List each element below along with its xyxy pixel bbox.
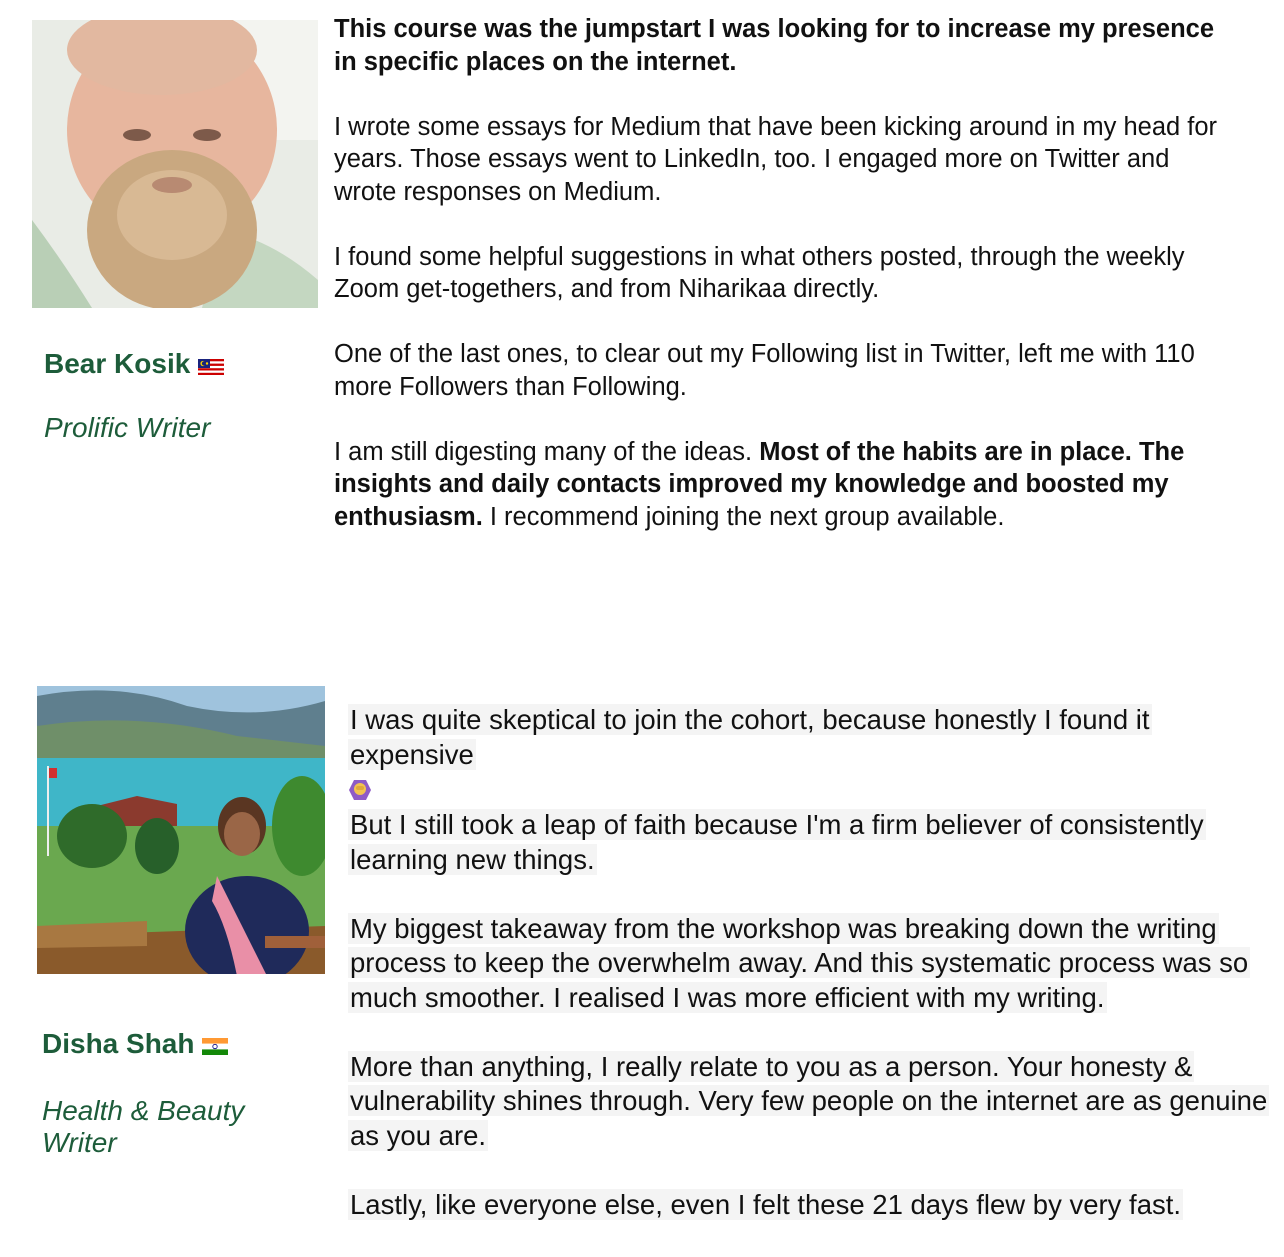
bear-kosik-photo: [32, 20, 318, 308]
testimonial-text: [348, 703, 1268, 1257]
testimonial-author-name: Bear Kosik: [44, 348, 224, 382]
woman-facepalming-emoji-icon: [348, 772, 1268, 808]
testimonial-paragraph: This course was the jumpstart I was looking for to increase my presence in specific places on the internet.: [334, 15, 1215, 76]
testimonial-paragraph: My biggest takeaway from the workshop was breaking down the writing process to keep the overwhelm away. And this systematic process was so much smoother. I realised I was more efficient with my writing.: [350, 912, 1249, 1013]
testimonial-author-role: Prolific Writer: [44, 412, 211, 443]
india-flag-icon: [202, 1030, 228, 1062]
malaysia-flag-icon: [198, 350, 224, 382]
testimonial-text: [334, 13, 1234, 566]
testimonial-paragraph: I was quite skeptical to join the cohort, because honestly I found it expensive: [350, 704, 1150, 770]
testimonial-paragraph: But I still took a leap of faith because I'm a firm believer of consistently learning new things.: [350, 809, 1204, 875]
testimonial-paragraph: I wrote some essays for Medium that have been kicking around in my head for years. Those essays went to LinkedIn, too. I engaged more on Twitter and wrote responses on Medium.: [334, 112, 1218, 206]
testimonial-paragraph: More than anything, I really relate to you as a person. Your honesty & vulnerability shines through. Very few people on the internet are as genuine as you are.: [350, 1050, 1268, 1151]
testimonial-paragraph: I found some helpful suggestions in what others posted, through the weekly Zoom get-togethers, and from Niharikaa directly.: [334, 242, 1185, 303]
testimonial-paragraph: I am still digesting many of the ideas. Most of the habits are in place. The insights and daily contacts improved my knowledge and boosted my enthusiasm. I recommend joining the next group available.: [334, 437, 1185, 531]
testimonial-paragraph: Lastly, like everyone else, even I felt these 21 days flew by very fast.: [350, 1188, 1182, 1220]
testimonial-author-name: Disha Shah: [42, 1028, 228, 1062]
disha-shah-photo: [37, 686, 325, 974]
testimonial-paragraph: One of the last ones, to clear out my Following list in Twitter, left me with 110 more Followers than Following.: [334, 340, 1195, 401]
testimonial-author-role: Health & Beauty Writer: [42, 1095, 245, 1158]
